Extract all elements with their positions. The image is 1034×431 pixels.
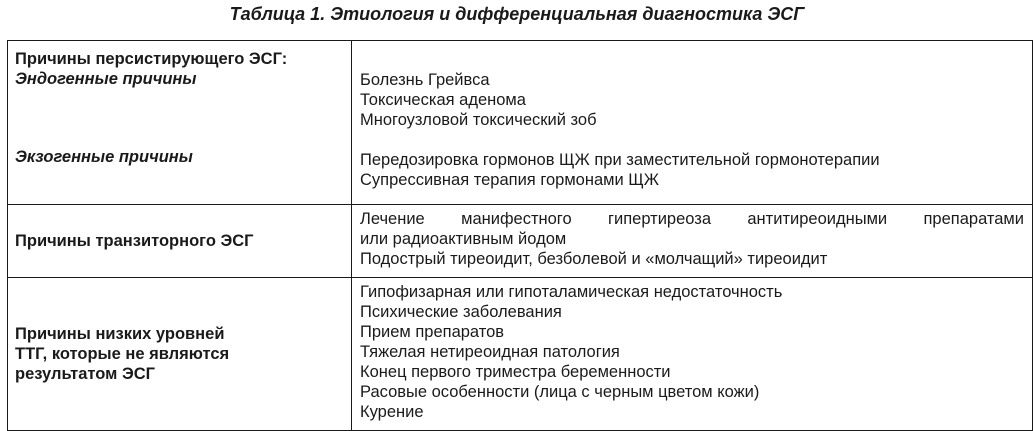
row-heading: Причины персистирующего ЭСГ: [15, 50, 288, 68]
row-heading-cell [8, 278, 352, 431]
table-row [8, 41, 1033, 205]
group-label-endogenous: Эндогенные причины [15, 70, 197, 88]
row-items-cell [352, 278, 1033, 431]
list-item: Передозировка гормонов ЩЖ при заместительной гормонотерапии [360, 151, 880, 169]
list-item: Многоузловой токсический зоб [360, 111, 597, 129]
row-heading: Причины транзиторного ЭСГ [15, 232, 254, 250]
list-item: Подострый тиреоидит, безболевой и «молчащий» тиреоидит [360, 250, 828, 268]
row-heading-line: результатом ЭСГ [15, 365, 155, 383]
list-item: Гипофизарная или гипоталамическая недостаточность [360, 283, 783, 301]
table-row [8, 278, 1033, 431]
list-item: Токсическая аденома [360, 91, 526, 109]
list-item: Психические заболевания [360, 303, 562, 321]
row-heading-cell [8, 41, 352, 205]
list-item: или радиоактивным йодом [360, 230, 567, 248]
list-item: Прием препаратов [360, 323, 505, 341]
list-item: Тяжелая нетиреоидная патология [360, 343, 620, 361]
row-heading-line: Причины низких уровней [15, 325, 225, 343]
list-item: Курение [360, 403, 424, 421]
row-items-cell [352, 205, 1033, 278]
list-item: Супрессивная терапия гормонами ЩЖ [360, 171, 659, 189]
row-heading-line: ТТГ, которые не являются [15, 345, 230, 363]
list-item: Конец первого триместра беременности [360, 363, 671, 381]
row-items-cell [352, 41, 1033, 205]
group-label-exogenous: Экзогенные причины [15, 148, 193, 166]
list-item: Расовые особенности (лица с черным цветом кожи) [360, 383, 760, 401]
list-item: Болезнь Грейвса [360, 71, 490, 89]
table-row [8, 205, 1033, 278]
row-heading-cell [8, 205, 352, 278]
etiology-table [7, 40, 1033, 431]
list-item: Лечение манифестного гипертиреоза антитиреоидными препаратами [360, 210, 1024, 228]
table-caption: Таблица 1. Этиология и дифференциальная диагностика ЭСГ [229, 4, 805, 24]
